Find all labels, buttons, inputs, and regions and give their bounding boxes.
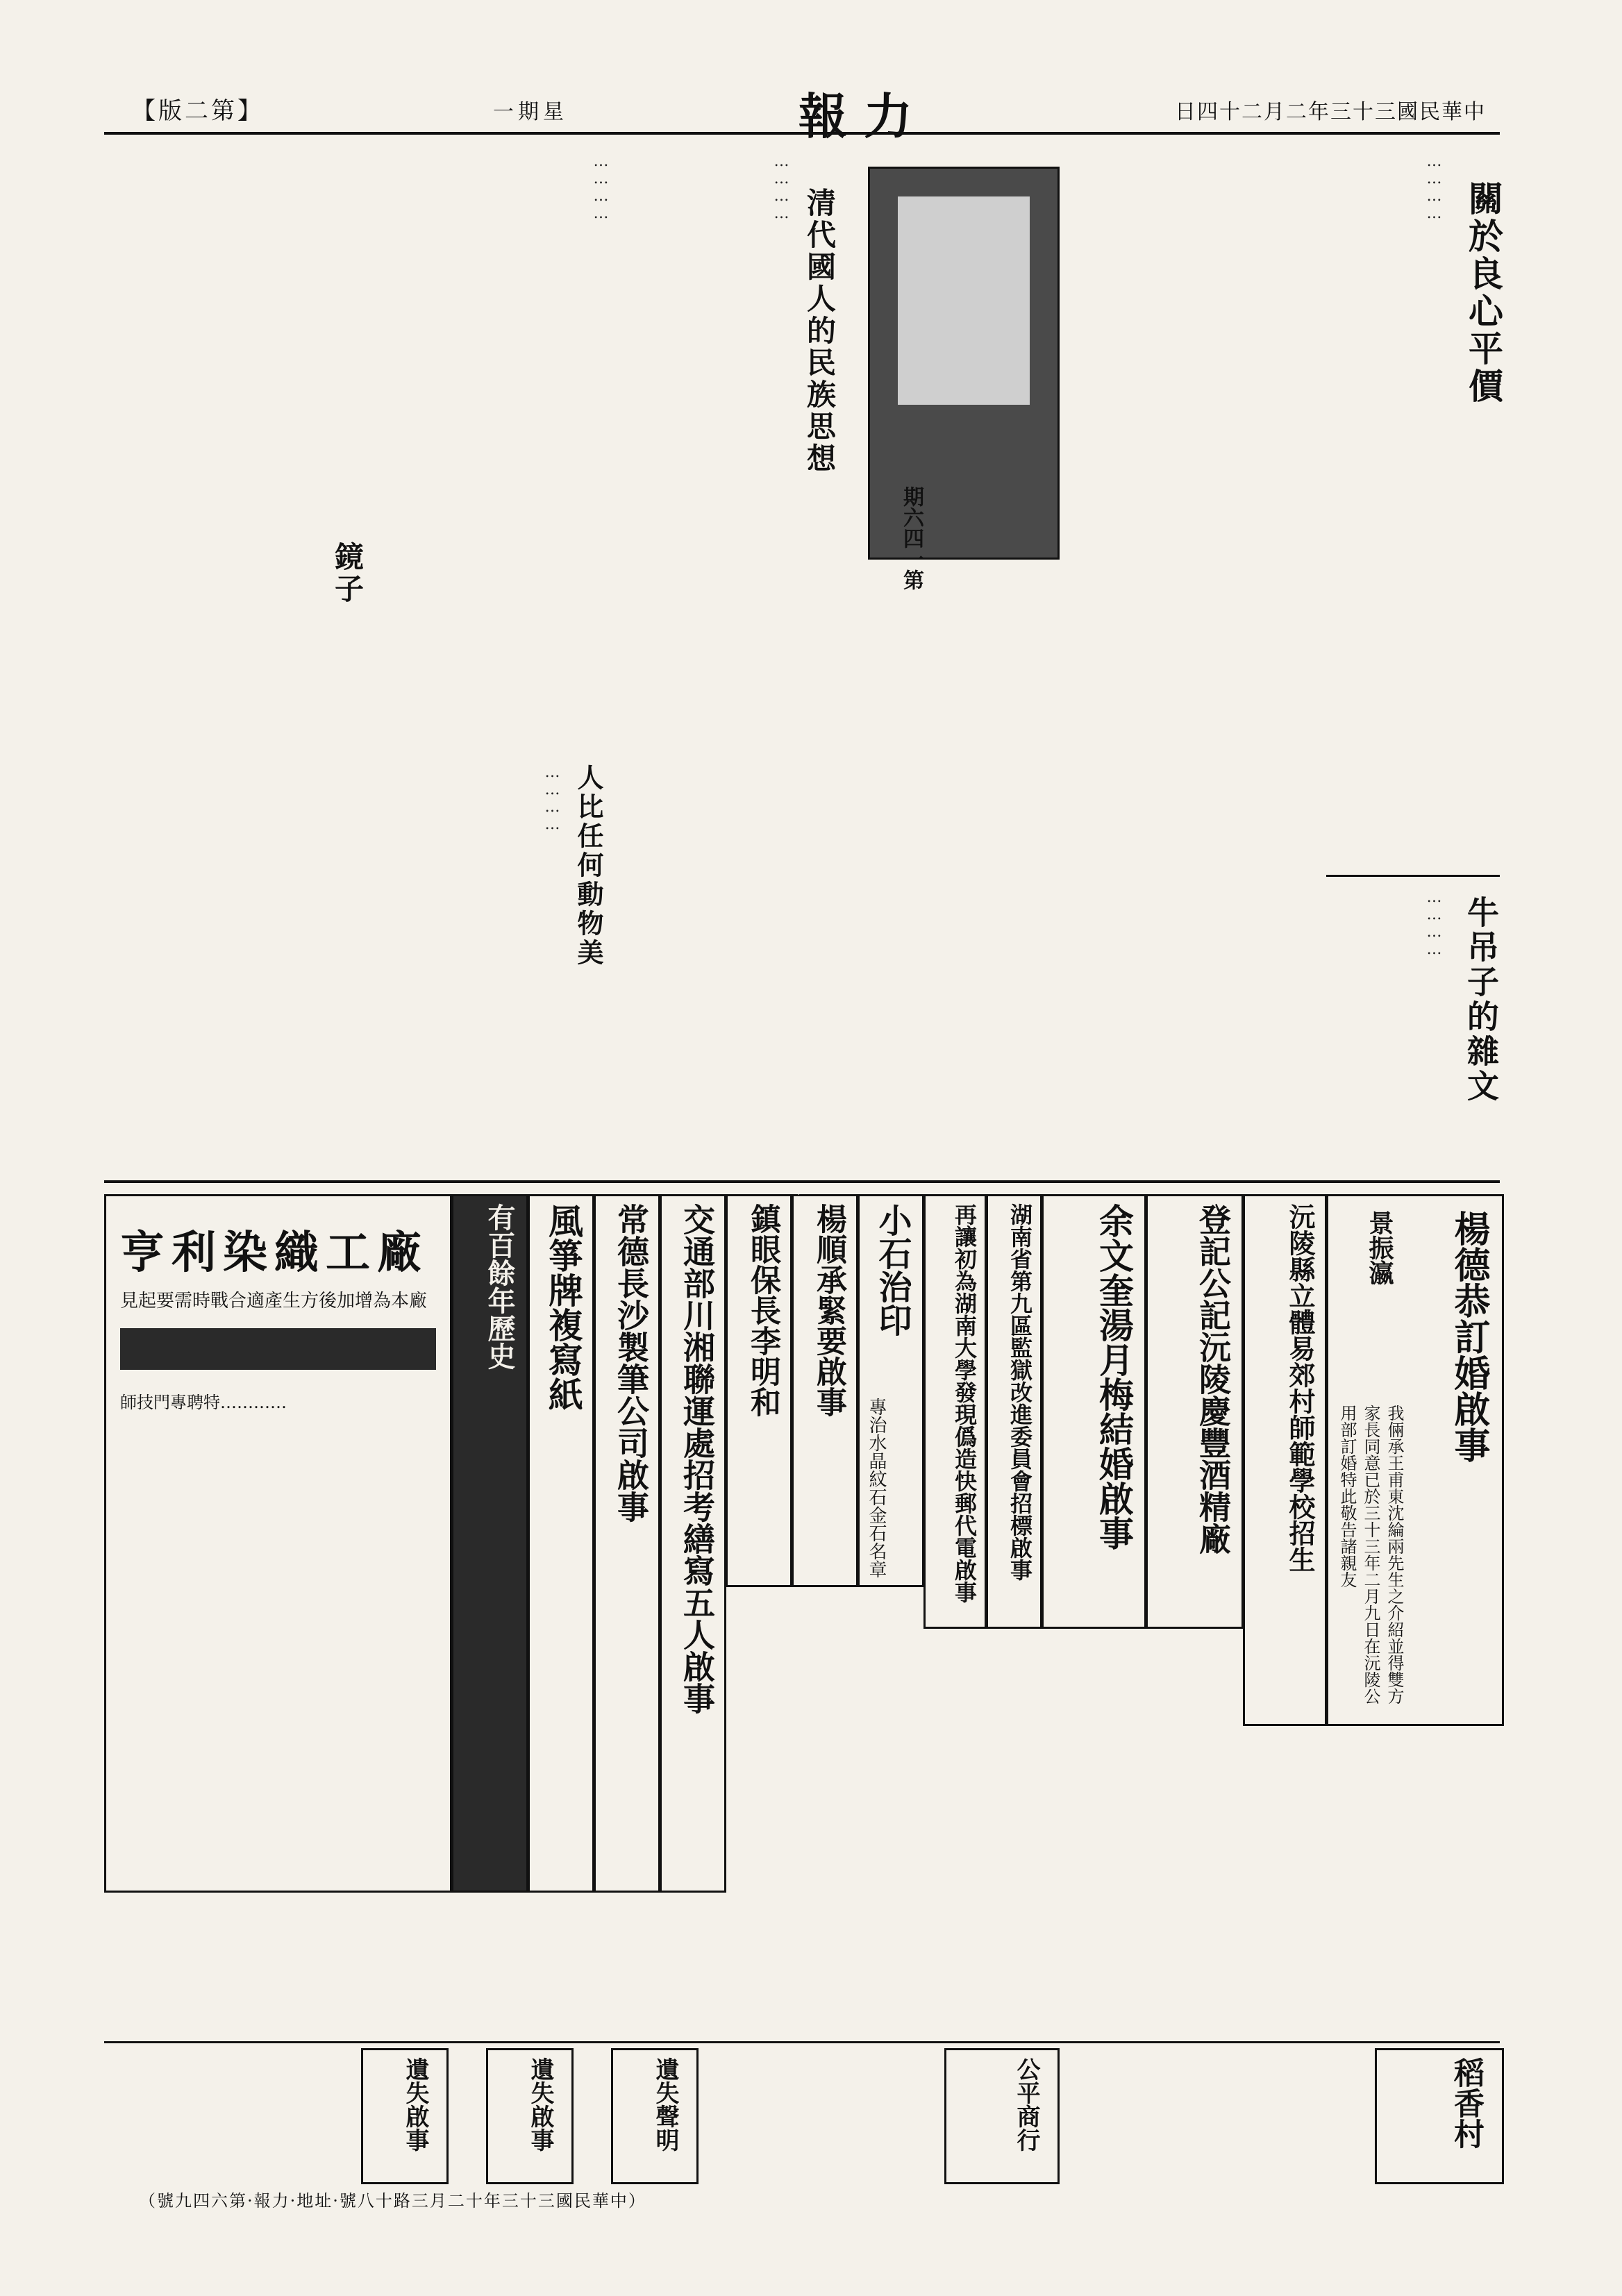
ad-bottom-1	[1375, 2048, 1504, 2184]
ad-title: 稻香村	[1448, 2057, 1484, 2149]
ad-school-enrollment	[1243, 1194, 1327, 1726]
article-body-conscience-price: …………	[1425, 153, 1443, 222]
masthead	[104, 76, 1500, 145]
ad-title: 余文奎湯月梅結婚啟事	[1094, 1203, 1135, 1550]
photo-figure	[898, 196, 1030, 405]
ad-li-minghe	[726, 1194, 792, 1587]
ad-title: 鎮眼保長李明和	[745, 1203, 780, 1417]
ad-title: 常德長沙製筆公司啟事	[612, 1203, 650, 1523]
ad-title: 再讓初為湖南大學發現僞造快郵代電啟事	[951, 1203, 978, 1603]
ad-century-history	[451, 1194, 528, 1893]
ad-body: 專治水晶紋石金石名章	[866, 1398, 887, 1578]
ad-engagement-yang	[1326, 1194, 1504, 1726]
ad-title: 公平商行	[1012, 2057, 1040, 2152]
article-body-qing-thought: …………	[773, 153, 790, 222]
article-body-niu-diaozi: …………	[1425, 889, 1443, 958]
ad-bottom-2	[944, 2048, 1060, 2184]
page-label: 【版二第】	[132, 97, 264, 125]
column-divider	[1326, 875, 1500, 877]
ad-banner	[120, 1328, 436, 1370]
ad-marriage-yu-tang	[1042, 1194, 1146, 1629]
ad-title: 小石治印	[873, 1203, 912, 1336]
newspaper-title: 報力	[799, 87, 929, 145]
ad-title: 亨利染織工廠	[120, 1227, 428, 1279]
ad-title: 楊順承緊要啟事	[811, 1203, 846, 1417]
ad-transport-recruit	[660, 1194, 726, 1893]
ad-bottom-4	[486, 2048, 574, 2184]
ad-pen-company	[594, 1194, 660, 1893]
ad-seal-carving	[858, 1194, 924, 1587]
article-body-humans-beautiful: …………	[544, 764, 561, 833]
ad-bottom-5	[361, 2048, 449, 2184]
ad-subtitle: 見起要需時戰合適產生方後加增為本廠	[120, 1291, 428, 1312]
ad-title: 交通部川湘聯運處招考繕寫五人啟事	[678, 1203, 716, 1714]
article-title-qing-thought: 清代國人的民族思想	[803, 187, 837, 475]
article-title-niu-diaozi: 牛吊子的雜文	[1462, 896, 1500, 1104]
ad-title: 湖南省第九區監獄改進委員會招標啟事	[1007, 1203, 1033, 1581]
article-title-mirror: 鏡子	[331, 542, 365, 605]
article-body-mirror: …………	[592, 153, 610, 222]
section-divider	[104, 1180, 1500, 1183]
ad-body: 師技門專聘特…………	[120, 1393, 287, 1412]
ad-liquor-factory	[1146, 1194, 1244, 1629]
ad-subtitle: 景振瀛	[1365, 1210, 1394, 1285]
footer: （號九四六第·報力·地址·號八十路三月二十年三十三國民華中）	[139, 2191, 646, 2211]
ad-yang-shuncheng	[792, 1194, 858, 1587]
ad-title: 登記公記沅陵慶豐酒精廠	[1194, 1203, 1232, 1555]
ad-title: 風箏牌複寫紙	[543, 1203, 584, 1411]
ad-body: 我倆承王甫東沈綸兩先生之介紹並得雙方家長同意已於三十三年二月九日在沅陵公用部訂婚特此敬告諸親友	[1337, 1405, 1404, 1704]
ad-title: 楊德恭訂婚啟事	[1448, 1210, 1490, 1463]
weekday: 一期星	[493, 100, 568, 124]
bottom-divider	[104, 2041, 1500, 2043]
ad-title: 遺失啟事	[401, 2057, 429, 2152]
ad-title: 有百餘年歷史	[483, 1203, 516, 1370]
article-title-humans-beautiful: 人比任何動物美	[573, 764, 604, 968]
ad-prison-bid	[986, 1194, 1042, 1629]
issue-date: 日四十二月二年三十三國民華中	[1175, 100, 1486, 124]
photo-caption: 期六四一第	[899, 486, 923, 590]
article-title-conscience-price: 關於良心平價	[1463, 181, 1504, 405]
ad-title: 沅陵縣立體易郊村師範學校招生	[1285, 1203, 1316, 1573]
ad-hunan-university	[923, 1194, 987, 1629]
ad-title: 遺失聲明	[651, 2057, 679, 2152]
ad-henry-textile	[104, 1194, 452, 1893]
ad-title: 遺失啟事	[526, 2057, 554, 2152]
ad-bottom-3	[611, 2048, 699, 2184]
ad-kite-carbon-paper	[528, 1194, 594, 1893]
